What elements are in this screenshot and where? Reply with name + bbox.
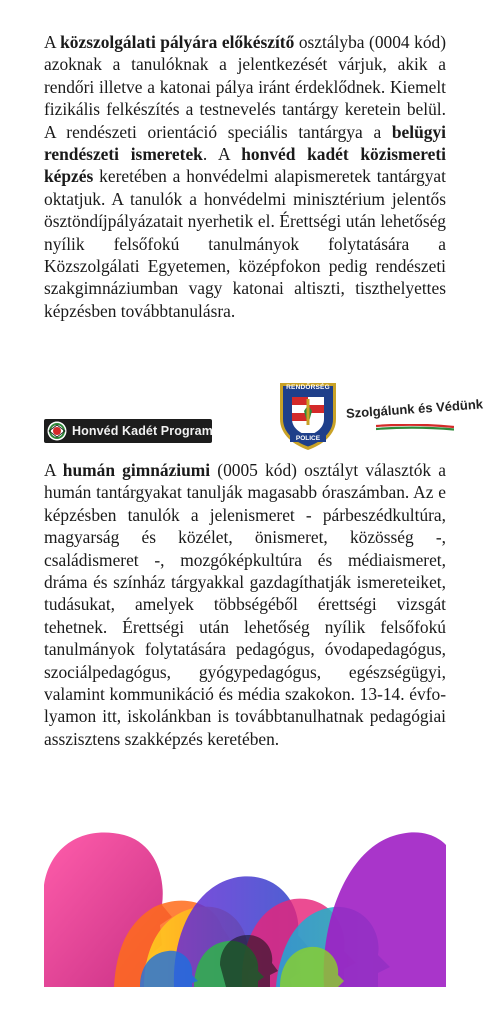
honved-kadet-program-logo (44, 419, 212, 443)
bold-class-name: humán gimnáziumi (62, 460, 211, 480)
colorful-faces-illustration (44, 815, 446, 987)
hkp-label: Honvéd Kadét Program (72, 424, 213, 438)
text-run: A (44, 460, 63, 480)
text-run: A (44, 32, 61, 52)
slogan-logo (345, 396, 484, 434)
text-run: osztályba (0004 kód) azoknak a tanulóknak a jelentkezését várjuk, akik a rendőri illetve a katonai pálya iránt érdeklődnek. Kiemelt fizikális felkészítés a testnevelés tantárgy keretein belül. A rendészeti orientáció speciális tantárgya a (44, 32, 447, 142)
police-shield-logo (276, 381, 340, 451)
text-run: keretében a honvédelmi alapismeretek tantárgyat oktatjuk. A tanulók a honvédelmi minisztérium jelentős ösztöndíjpályázatait nyerhetik el. Érettségi után lehetőség nyílik felsőfokú tanulmányok folytatására a Közszolgálati Egyetemen, középfokon pedig rendészeti szakgimnáziumban vagy katonai altiszti, tiszthelyettes képzésben továbbtanulásra. (44, 166, 446, 321)
bold-class-name: közszolgálati pályára előkészítő (60, 32, 295, 52)
humanities-class-paragraph (44, 459, 446, 750)
silhouette-faces-image (44, 815, 446, 987)
bold-subject-name: belügyi rendészeti ismeretek (44, 121, 446, 165)
military-roundel-icon (47, 421, 67, 441)
shield-top-text: RENDŐRSÉG (286, 384, 330, 391)
text-run: (0005 kód) osztályt választók a humán tantárgyakat tanulják magasabb óraszámban. Az e képzésben tanulók a jelenismeret - párbeszédkultúra, magyarság és közélet, önismeret, közösség -, családismeret -, mozgóképkultúra és médiaismeret, dráma és színház tárgyakkal gazdagíthatják ismereteiket, tudásukat, amelyek többségéből érettségi vizsgát tehetnek. Érettségi után lehetőség nyílik felsőfokú tanulmányok folytatására pedagógus, óvodapedagógus, szociálpedagógus, gyógypedagógus, egészségügyi, valamint kommunikáció és média szakokon. 13-14. évfolyamon itt, iskolánkban is továbbtanulhatnak pedagógiai asszisztens szakképzés keretében. (44, 460, 446, 749)
shield-bottom-text: POLICE (295, 435, 321, 442)
text-run: . A (202, 144, 242, 165)
slogan-text: Szolgálunk és Védünk (345, 396, 484, 421)
militia-class-paragraph (44, 31, 446, 322)
bold-program-name: honvéd kadét közismereti képzés (44, 144, 446, 187)
hungarian-flag-stripes-icon (376, 424, 454, 432)
